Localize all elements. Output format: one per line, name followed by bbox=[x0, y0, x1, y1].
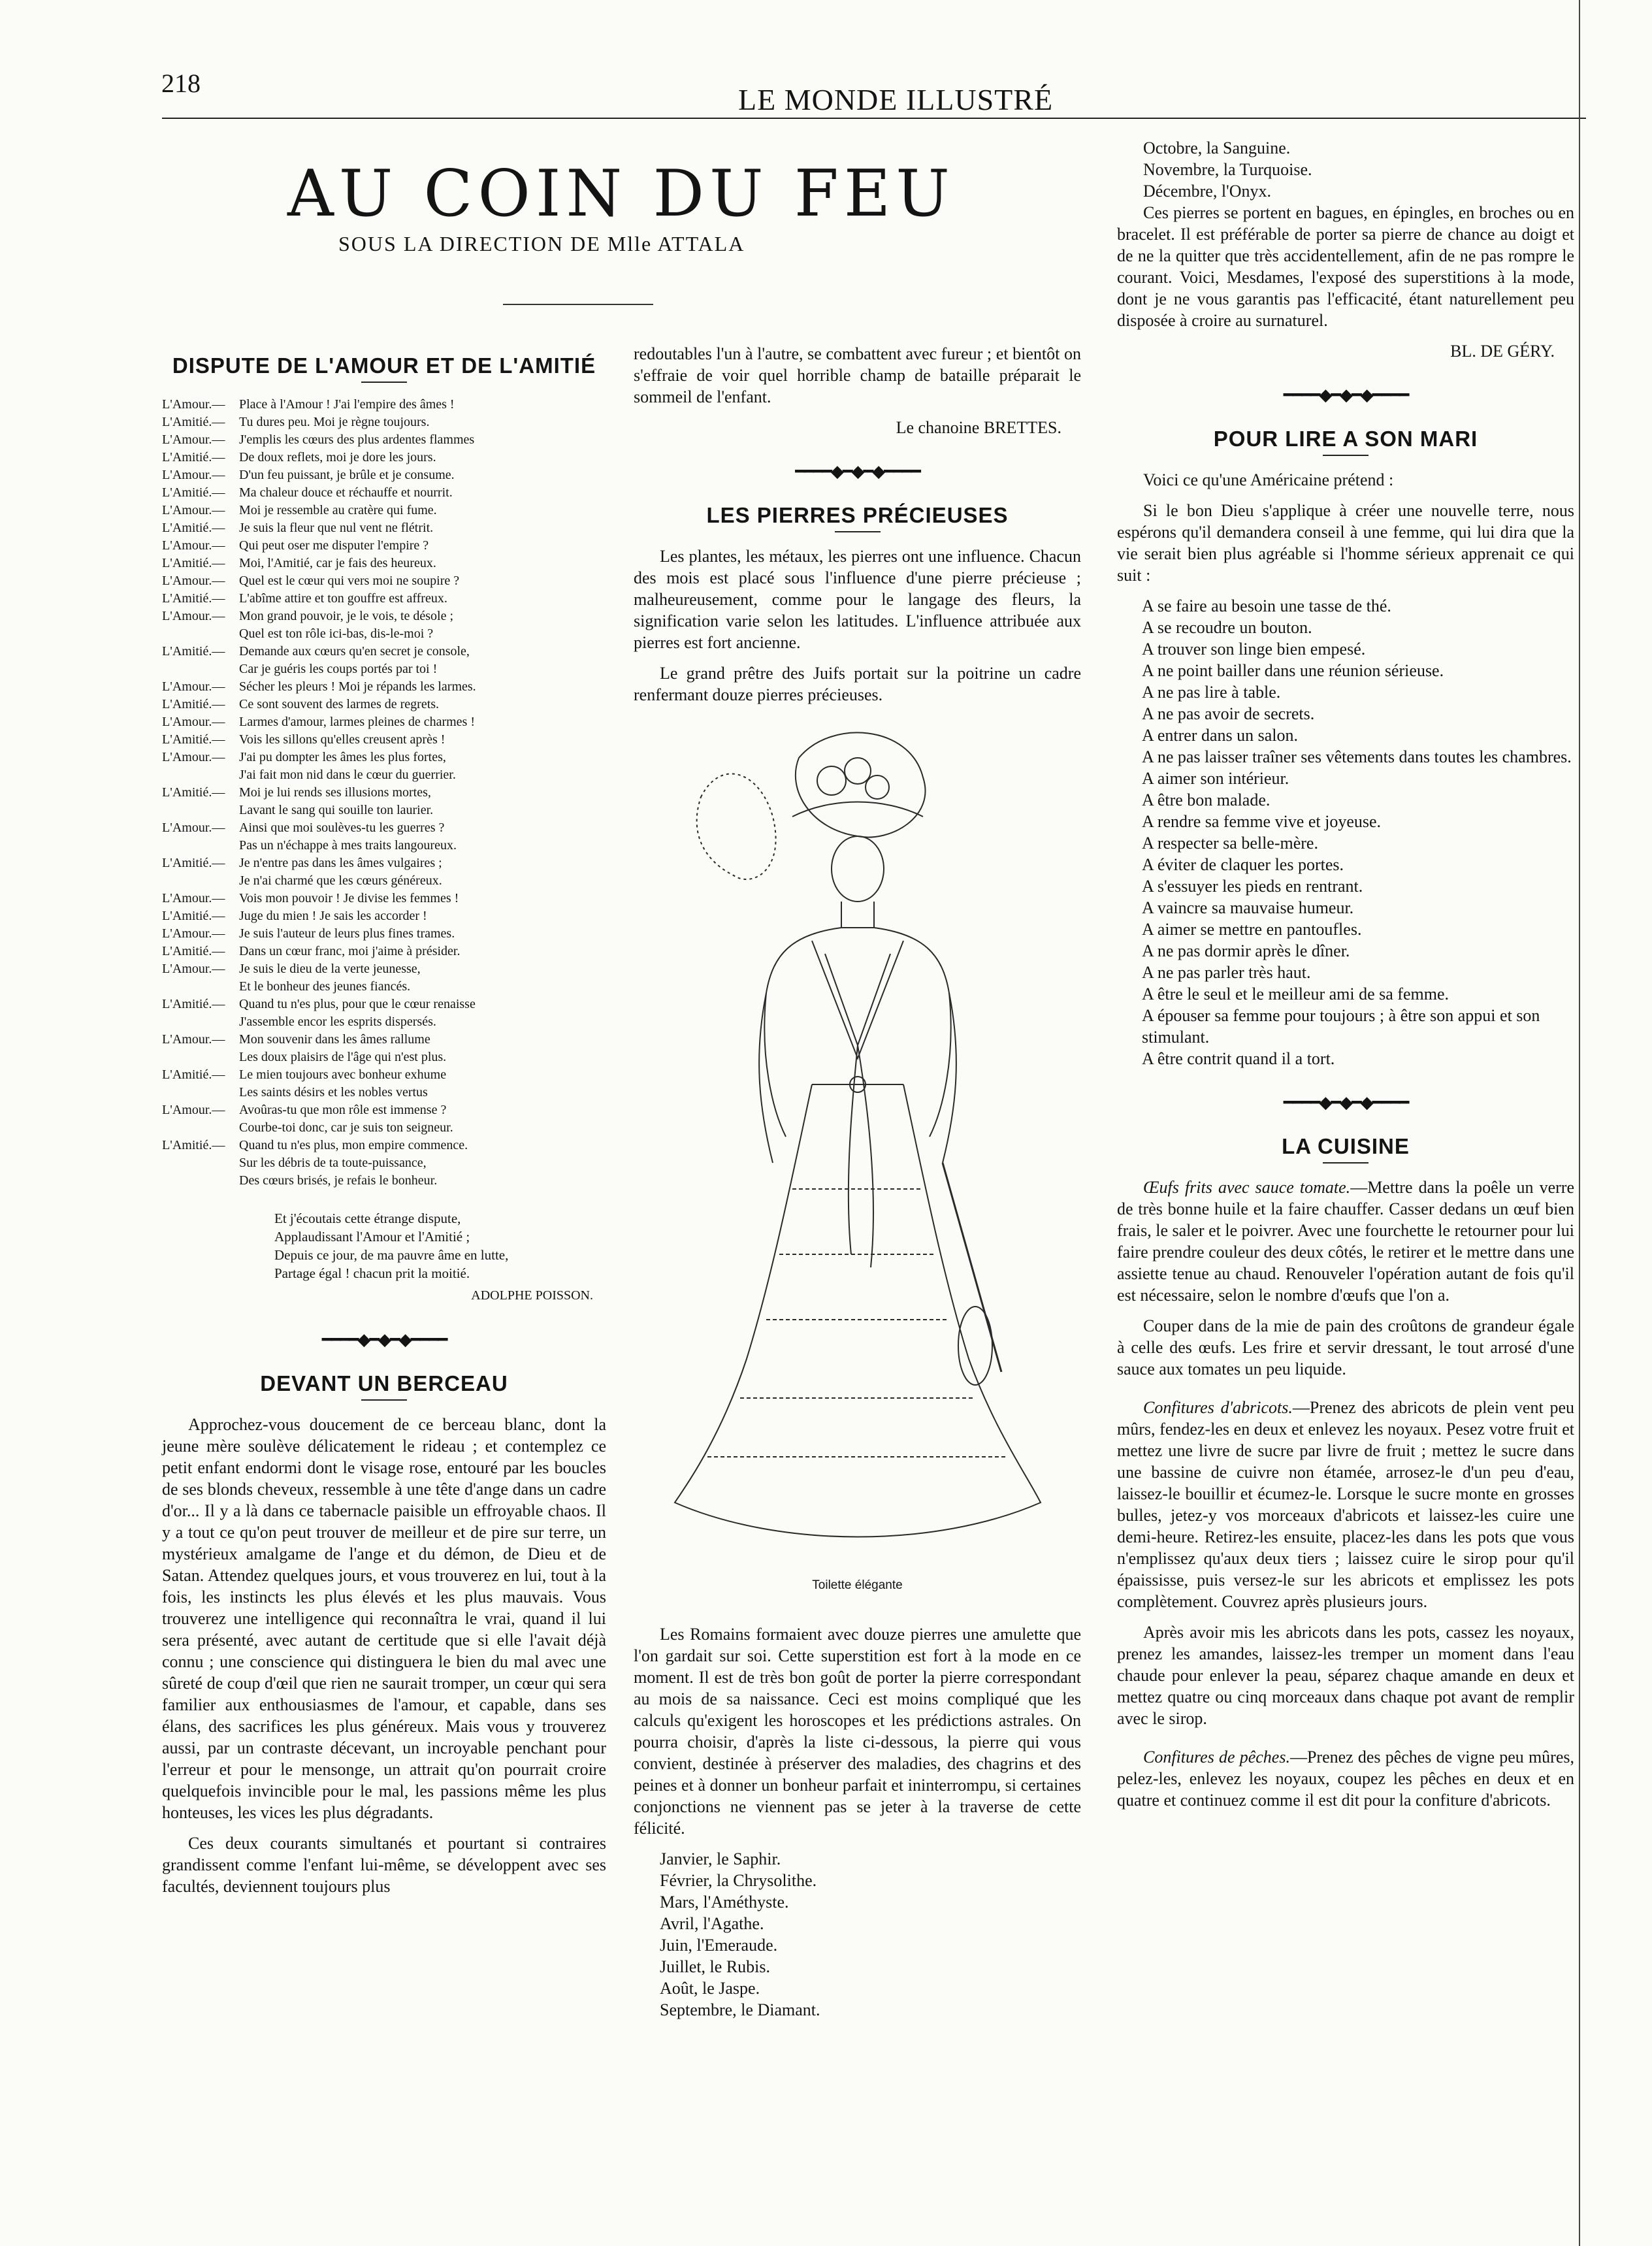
poem-text: Courbe-toi donc, car je suis ton seigneur. bbox=[239, 1120, 453, 1135]
recipe-text: —Prenez des abricots de plein vent peu mûrs, fendez-les en deux et enlevez les noyaux. Pesez votre fruit et mettez une livre de sucre par livre de fruit ; mettez le sucre dans une bassine de cuivre non étamée, arrosez-le d'un peu d'eau, laissez-le bouillir et écumez-le. Lorsque le sucre monte en grosses bulles, jetez-y vos morceaux d'abricots et laissez-les cuire une demi-heure. Retirez-les ensuite, placez-les dans les pots que vous n'emplissez qu'aux deux tiers ; laissez cuire le sirop pour qu'il épaississe, puis versez-le sur les abricots et emplissez les pots complètement. Couvrez après plusieurs jours. bbox=[1117, 1398, 1574, 1611]
poem-line bbox=[162, 660, 606, 678]
poem-text: D'un feu puissant, je brûle et je consume. bbox=[239, 468, 455, 482]
poem-text: Demande aux cœurs qu'en secret je console, bbox=[239, 644, 470, 659]
berceau-paragraph: Ces deux courants simultanés et pourtant si contraires grandissent comme l'enfant lui-même, se développent avec ses facultés, deviennent toujours plus bbox=[162, 1834, 606, 1896]
poem-line bbox=[162, 749, 606, 766]
berceau-paragraph: Approchez-vous doucement de ce berceau blanc, dont la jeune mère soulève délicatement le rideau ; et contemplez ce petit enfant endormi dont le visage rose, entouré par les boucles de ses blonds cheveux, ressemble à une tête d'ange dans un cadre d'or... Il y a là dans ce tabernacle paisible un effroyable chaos. Il y a tout ce qu'on peut trouver de meilleur et de pire sur terre, un mystérieux amalgame de l'ange et du démon, de Dieu et de Satan. Attendez quelques jours, et vous trouverez en lui, tout à la fois, les instincts les plus élevés et les plus mauvais. Vous trouverez une intelligence qui reconnaîtra le vrai, quand il lui sera présenté, avec autant de certitude que si elle l'avait déjà connu ; une conscience qui distinguera le bien du mal avec une sûreté de coup d'œil que rien ne saurait tromper, un cœur qui sera familier aux enthousiasmes de l'amour, et capable, dans ses élans, des sacrifices les plus généreux. Mais vous y trouverez aussi, par un contraste décevant, un incroyable penchant pour l'erreur et pour le mensonge, un attrait qu'on pourrait croire quelquefois invincible pour le mal, les passions même les plus honteuses, les vices les plus dégradants. bbox=[162, 1415, 606, 1822]
poem-line bbox=[162, 466, 606, 484]
dress-engraving bbox=[662, 719, 1054, 1568]
poem-text: J'ai pu dompter les âmes les plus fortes, bbox=[239, 750, 446, 764]
page-edge bbox=[1579, 0, 1652, 2246]
poem-line bbox=[162, 1119, 606, 1137]
poem-line bbox=[162, 625, 606, 643]
poem-speaker bbox=[162, 1013, 239, 1031]
recipe-peches bbox=[1117, 1746, 1574, 1811]
advice-item: A se recoudre un bouton. bbox=[1142, 618, 1312, 637]
poem-text: Ce sont souvent des larmes de regrets. bbox=[239, 697, 440, 711]
poem-text: Sécher les pleurs ! Moi je répands les larmes. bbox=[239, 679, 476, 694]
month-stone: Décembre, l'Onyx. bbox=[1143, 182, 1272, 201]
poem-text: Place à l'Amour ! J'ai l'empire des âmes ! bbox=[239, 397, 455, 412]
poem-speaker: L'Amour.— bbox=[162, 432, 225, 447]
poem-line bbox=[162, 1013, 606, 1031]
poem-line bbox=[162, 943, 606, 960]
poem-line bbox=[162, 1154, 606, 1172]
poem-speaker bbox=[162, 1084, 239, 1101]
mari-title: POUR LIRE A SON MARI bbox=[1213, 427, 1478, 451]
poem-line bbox=[162, 872, 606, 890]
pierres-title: LES PIERRES PRÉCIEUSES bbox=[706, 503, 1009, 527]
poem-text: Ainsi que moi soulèves-tu les guerres ? bbox=[239, 821, 445, 835]
poem-text: Mon souvenir dans les âmes rallume bbox=[239, 1032, 430, 1047]
poem-line bbox=[162, 519, 606, 537]
poem-speaker: L'Amitié.— bbox=[162, 485, 225, 500]
poem-line bbox=[162, 1101, 606, 1119]
dispute-author: ADOLPHE POISSON. bbox=[471, 1288, 593, 1303]
poem-speaker: L'Amour.— bbox=[162, 715, 225, 729]
poem-line bbox=[162, 608, 606, 625]
poem-text: Je suis le dieu de la verte jeunesse, bbox=[239, 962, 421, 976]
poem-text: Je suis l'auteur de leurs plus fines trames. bbox=[239, 926, 455, 941]
poem-line bbox=[162, 537, 606, 555]
poem-speaker: L'Amour.— bbox=[162, 574, 225, 588]
poem-speaker: L'Amour.— bbox=[162, 503, 225, 517]
poem-line bbox=[162, 837, 606, 854]
header-rule bbox=[162, 118, 1586, 119]
advice-item: A se faire au besoin une tasse de thé. bbox=[1142, 596, 1391, 615]
recipe-text: Couper dans de la mie de pain des croûtons de grandeur égale à celle des œufs. Les frire et servir dressant, le tout arrosé d'une sauce aux tomates un peu liquide. bbox=[1117, 1316, 1574, 1378]
poem-text: Des cœurs brisés, je refais le bonheur. bbox=[239, 1173, 438, 1188]
feature-subtitle: SOUS LA DIRECTION DE Mlle ATTALA bbox=[338, 232, 745, 255]
poem-line bbox=[162, 572, 606, 590]
advice-item: A respecter sa belle-mère. bbox=[1142, 834, 1318, 853]
poem-speaker: L'Amour.— bbox=[162, 821, 225, 835]
poem-text: Vois mon pouvoir ! Je divise les femmes ! bbox=[239, 891, 459, 905]
month-stone: Octobre, la Sanguine. bbox=[1143, 138, 1291, 157]
month-stone: Juillet, le Rubis. bbox=[660, 1957, 770, 1976]
poem-text: De doux reflets, moi je dore les jours. bbox=[239, 450, 436, 464]
poem-text: Mon grand pouvoir, je le vois, te désole ; bbox=[239, 609, 454, 623]
feature-rule bbox=[503, 304, 653, 305]
poem-text: L'abîme attire et ton gouffre est affreux. bbox=[239, 591, 447, 606]
advice-item: A aimer se mettre en pantoufles. bbox=[1142, 920, 1362, 939]
poem-speaker: L'Amour.— bbox=[162, 750, 225, 764]
poem-text: Qui peut oser me disputer l'empire ? bbox=[239, 538, 429, 553]
advice-item: A ne pas avoir de secrets. bbox=[1142, 704, 1315, 723]
poem-text: Ma chaleur douce et réchauffe et nourrit. bbox=[239, 485, 453, 500]
poem-speaker: L'Amitié.— bbox=[162, 856, 225, 870]
poem-line bbox=[162, 1172, 606, 1190]
poem-text: Le mien toujours avec bonheur exhume bbox=[239, 1067, 447, 1082]
poem-speaker: L'Amitié.— bbox=[162, 909, 225, 923]
poem-line bbox=[162, 766, 606, 784]
pierres-paragraph: Ces pierres se portent en bagues, en épingles, en broches ou en bracelet. Il est préférable de porter sa pierre de chance au doigt et de ne la quitter que très accidentellement, afin de ne pas rompre le courant. Voici, Mesdames, l'exposé des superstitions à la mode, dont je ne vous garantis pas l'efficacité, étant naturellement peu disposée à croire au surnaturel. bbox=[1117, 203, 1574, 330]
poem-text: Vois les sillons qu'elles creusent après ! bbox=[239, 732, 445, 747]
berceau-paragraph: redoutables l'un à l'autre, se combattent avec fureur ; et bientôt on s'effraie de voir quel horrible champ de bataille préparait le sommeil de l'enfant. bbox=[634, 344, 1081, 406]
closing-line: Et j'écoutais cette étrange dispute, bbox=[274, 1211, 461, 1226]
poem-line bbox=[162, 925, 606, 943]
page-number: 218 bbox=[161, 69, 201, 98]
recipe-heading: Confitures de pêches. bbox=[1143, 1748, 1290, 1766]
recipe-abricots bbox=[1117, 1397, 1574, 1612]
advice-item: A ne point bailler dans une réunion sérieuse. bbox=[1142, 661, 1444, 680]
mari-paragraph: Si le bon Dieu s'applique à créer une nouvelle terre, nous espérons qu'il demandera conseil à une femme, qui lui dira que la vie serait bien plus agréable si l'homme sérieux apprenait ce qui suit : bbox=[1117, 501, 1574, 585]
advice-item: A trouver son linge bien empesé. bbox=[1142, 640, 1366, 659]
poem-speaker: L'Amitié.— bbox=[162, 697, 225, 711]
closing-line: Depuis ce jour, de ma pauvre âme en lutte, bbox=[274, 1247, 509, 1263]
advice-item: A aimer son intérieur. bbox=[1142, 769, 1289, 788]
poem-speaker bbox=[162, 1172, 239, 1190]
ornament-divider: ━━━━◆━◆━◆━━━━ bbox=[795, 462, 920, 481]
mari-advice-list bbox=[1117, 595, 1574, 1069]
advice-item: A ne pas parler très haut. bbox=[1142, 963, 1311, 982]
recipe-text: Après avoir mis les abricots dans les pots, cassez les noyaux, prenez les amandes, laissez-les tremper un moment dans l'eau chaude pour enlever la peau, séparez chaque amande en deux et mettez quatre ou cinq morceaux dans chaque pot avant de remplir avec le sirop. bbox=[1117, 1623, 1574, 1728]
poem-text: Pas un n'échappe à mes traits langoureux. bbox=[239, 838, 457, 853]
poem-speaker: L'Amitié.— bbox=[162, 521, 225, 535]
poem-speaker: L'Amitié.— bbox=[162, 732, 225, 747]
poem-line bbox=[162, 590, 606, 608]
berceau-title: DEVANT UN BERCEAU bbox=[260, 1371, 508, 1395]
poem-line bbox=[162, 907, 606, 925]
recipe-text: —Prenez des pêches de vigne peu mûres, pelez-les, enlevez les noyaux, coupez les pêches en deux et en quatre et continuez comme il est dit pour la confiture d'abricots. bbox=[1117, 1748, 1574, 1810]
poem-line bbox=[162, 502, 606, 519]
pierres-author: BL. DE GÉRY. bbox=[1450, 342, 1555, 361]
poem-text: Les doux plaisirs de l'âge qui n'est plus. bbox=[239, 1050, 447, 1064]
poem-speaker: L'Amitié.— bbox=[162, 1138, 225, 1152]
advice-item: A entrer dans un salon. bbox=[1142, 726, 1299, 745]
section-rule bbox=[361, 1399, 407, 1401]
month-stone: Février, la Chrysolithe. bbox=[660, 1871, 817, 1890]
poem-line bbox=[162, 996, 606, 1013]
poem-speaker bbox=[162, 625, 239, 643]
poem-speaker: L'Amitié.— bbox=[162, 591, 225, 606]
advice-item: A éviter de claquer les portes. bbox=[1142, 855, 1344, 874]
column-middle bbox=[634, 343, 1081, 2021]
section-rule bbox=[835, 531, 881, 532]
dispute-title: DISPUTE DE L'AMOUR ET DE L'AMITIÉ bbox=[172, 353, 596, 378]
poem-speaker bbox=[162, 978, 239, 996]
poem-speaker: L'Amitié.— bbox=[162, 644, 225, 659]
poem-text: Sur les débris de ta toute-puissance, bbox=[239, 1156, 427, 1170]
month-stone: Avril, l'Agathe. bbox=[660, 1914, 764, 1933]
poem-speaker: L'Amitié.— bbox=[162, 997, 225, 1011]
poem-text: Quand tu n'es plus, pour que le cœur renaisse bbox=[239, 997, 476, 1011]
advice-item: A ne pas dormir après le dîner. bbox=[1142, 941, 1350, 960]
month-stone: Août, le Jaspe. bbox=[660, 1979, 760, 1998]
poem-text: Dans un cœur franc, moi j'aime à présider. bbox=[239, 944, 461, 958]
advice-item: A vaincre sa mauvaise humeur. bbox=[1142, 898, 1354, 917]
poem-line bbox=[162, 696, 606, 713]
cuisine-title: LA CUISINE bbox=[1282, 1134, 1410, 1158]
poem-speaker: L'Amitié.— bbox=[162, 415, 225, 429]
illustration-elegant-dress bbox=[662, 719, 1054, 1568]
advice-item: A être le seul et le meilleur ami de sa femme. bbox=[1142, 985, 1449, 1003]
poem-speaker bbox=[162, 1119, 239, 1137]
poem-line bbox=[162, 890, 606, 907]
mari-paragraph: Voici ce qu'une Américaine prétend : bbox=[1143, 470, 1394, 489]
advice-item: A épouser sa femme pour toujours ; à être son appui et son stimulant. bbox=[1142, 1006, 1540, 1047]
month-stone-list bbox=[634, 1848, 1081, 2021]
month-stone: Novembre, la Turquoise. bbox=[1143, 160, 1312, 179]
poem-speaker bbox=[162, 802, 239, 819]
ornament-divider: ━━━━◆━◆━◆━━━━ bbox=[1283, 1093, 1408, 1112]
journal-title: LE MONDE ILLUSTRÉ bbox=[738, 83, 1054, 116]
poem-line bbox=[162, 854, 606, 872]
poem-text: Moi je lui rends ses illusions mortes, bbox=[239, 785, 431, 800]
poem-speaker bbox=[162, 872, 239, 890]
poem-text: Moi, l'Amitié, car je fais des heureux. bbox=[239, 556, 436, 570]
poem-line bbox=[162, 784, 606, 802]
poem-text: Je n'entre pas dans les âmes vulgaires ; bbox=[239, 856, 442, 870]
poem-speaker bbox=[162, 766, 239, 784]
poem-text: Je n'ai charmé que les cœurs généreux. bbox=[239, 873, 442, 888]
poem-speaker: L'Amour.— bbox=[162, 1103, 225, 1117]
poem-line bbox=[162, 555, 606, 572]
poem-line bbox=[162, 431, 606, 449]
illustration-caption: Toilette élégante bbox=[812, 1578, 903, 1592]
poem-text: Quand tu n'es plus, mon empire commence. bbox=[239, 1138, 468, 1152]
poem-text: J'emplis les cœurs des plus ardentes flammes bbox=[239, 432, 475, 447]
poem-line bbox=[162, 643, 606, 660]
poem-speaker bbox=[162, 1154, 239, 1172]
month-stone: Janvier, le Saphir. bbox=[660, 1849, 781, 1868]
dispute-closing bbox=[162, 1209, 606, 1282]
poem-speaker: L'Amitié.— bbox=[162, 785, 225, 800]
month-stone-list-continued bbox=[1117, 137, 1574, 202]
column-left bbox=[162, 343, 606, 1906]
poem-speaker: L'Amour.— bbox=[162, 1032, 225, 1047]
poem-line bbox=[162, 1031, 606, 1049]
recipe-text: —Mettre dans la poêle un verre de très bonne huile et la faire chauffer. Casser dedans un œuf bien frais, le saler et le poivrer. Avec une fourchette le retourner pour lui faire prendre couleur des deux côtés, le retirer et le mettre dans une assiette tenue au chaud. Renouveler l'opération autant de fois qu'il est nécessaire, selon le nombre d'œufs que l'on a. bbox=[1117, 1178, 1574, 1305]
poem-line bbox=[162, 484, 606, 502]
closing-line: Partage égal ! chacun prit la moitié. bbox=[274, 1265, 470, 1281]
poem-text: Larmes d'amour, larmes pleines de charmes ! bbox=[239, 715, 475, 729]
poem-speaker: L'Amour.— bbox=[162, 962, 225, 976]
advice-item: A s'essuyer les pieds en rentrant. bbox=[1142, 877, 1363, 896]
berceau-author: Le chanoine BRETTES. bbox=[896, 418, 1061, 437]
pierres-paragraph: Le grand prêtre des Juifs portait sur la poitrine un cadre renfermant douze pierres précieuses. bbox=[634, 664, 1081, 704]
poem-text: J'assemble encor les esprits dispersés. bbox=[239, 1015, 436, 1029]
month-stone: Mars, l'Améthyste. bbox=[660, 1893, 789, 1912]
advice-item: A être bon malade. bbox=[1142, 790, 1271, 809]
poem-line bbox=[162, 731, 606, 749]
poem-line bbox=[162, 1137, 606, 1154]
poem-speaker: L'Amour.— bbox=[162, 891, 225, 905]
recipe-heading: Confitures d'abricots. bbox=[1143, 1398, 1293, 1417]
poem-text: Tu dures peu. Moi je règne toujours. bbox=[239, 415, 430, 429]
section-rule bbox=[1323, 455, 1369, 456]
poem-line bbox=[162, 396, 606, 414]
poem-speaker bbox=[162, 837, 239, 854]
poem-text: Je suis la fleur que nul vent ne flétrit. bbox=[239, 521, 434, 535]
poem-line bbox=[162, 713, 606, 731]
poem-speaker bbox=[162, 1049, 239, 1066]
closing-line: Applaudissant l'Amour et l'Amitié ; bbox=[274, 1229, 470, 1245]
ornament-divider: ━━━━◆━◆━◆━━━━ bbox=[1283, 385, 1408, 404]
poem-line bbox=[162, 802, 606, 819]
poem-text: Les saints désirs et les nobles vertus bbox=[239, 1085, 428, 1099]
poem-speaker: L'Amour.— bbox=[162, 468, 225, 482]
section-rule bbox=[1323, 1162, 1369, 1164]
poem-line bbox=[162, 1066, 606, 1084]
advice-item: A être contrit quand il a tort. bbox=[1142, 1049, 1335, 1068]
poem-line bbox=[162, 414, 606, 431]
month-stone: Juin, l'Emeraude. bbox=[660, 1936, 778, 1955]
poem-speaker: L'Amour.— bbox=[162, 538, 225, 553]
recipe-oeufs bbox=[1117, 1177, 1574, 1306]
poem-line bbox=[162, 960, 606, 978]
poem-line bbox=[162, 1084, 606, 1101]
poem-speaker: L'Amour.— bbox=[162, 609, 225, 623]
advice-item: A ne pas laisser traîner ses vêtements dans toutes les chambres. bbox=[1142, 747, 1572, 766]
section-rule bbox=[361, 382, 407, 383]
poem-text: Et le bonheur des jeunes fiancés. bbox=[239, 979, 411, 994]
month-stone: Septembre, le Diamant. bbox=[660, 2000, 820, 2019]
poem-text: Car je guéris les coups portés par toi ! bbox=[239, 662, 438, 676]
poem-line bbox=[162, 978, 606, 996]
poem-speaker: L'Amour.— bbox=[162, 679, 225, 694]
poem-line bbox=[162, 819, 606, 837]
advice-item: A rendre sa femme vive et joyeuse. bbox=[1142, 812, 1382, 831]
pierres-paragraph: Les plantes, les métaux, les pierres ont une influence. Chacun des mois est placé sous l'influence d'une pierre précieuse ; malheureusement, comme pour le langage des fleurs, la signification varie selon les latitudes. L'influence attribuée aux pierres est fort ancienne. bbox=[634, 547, 1081, 652]
poem-speaker: L'Amitié.— bbox=[162, 944, 225, 958]
pierres-paragraph: Les Romains formaient avec douze pierres une amulette que l'on gardait sur soi. Cette superstition est fort à la mode en ce moment. Il est de très bon goût de porter la pierre correspondant au mois de sa naissance. Ceci est moins compliqué que les calculs qu'exigent les horoscopes et les prédictions astrales. On pourra choisir, d'après la liste ci-dessous, la pierre qui vous convient, destinée à préserver des maladies, des chagrins et des peines et à donner un bonheur parfait et ininterrompu, si certaines conjonctions ne viennent pas se jeter à la traverse de cette félicité. bbox=[634, 1625, 1081, 1838]
column-right bbox=[1117, 137, 1574, 1820]
poem-speaker: L'Amitié.— bbox=[162, 450, 225, 464]
feature-title: AU COIN DU FEU bbox=[287, 157, 955, 231]
poem-text: Lavant le sang qui souille ton laurier. bbox=[239, 803, 434, 817]
poem-text: J'ai fait mon nid dans le cœur du guerrier. bbox=[239, 768, 456, 782]
poem-speaker bbox=[162, 660, 239, 678]
poem-speaker: L'Amour.— bbox=[162, 397, 225, 412]
poem-text: Juge du mien ! Je sais les accorder ! bbox=[239, 909, 427, 923]
advice-item: A ne pas lire à table. bbox=[1142, 683, 1281, 702]
poem-text: Avoûras-tu que mon rôle est immense ? bbox=[239, 1103, 447, 1117]
poem-text: Quel est ton rôle ici-bas, dis-le-moi ? bbox=[239, 627, 434, 641]
poem-text: Moi je ressemble au cratère qui fume. bbox=[239, 503, 437, 517]
poem-line bbox=[162, 449, 606, 466]
recipe-heading: Œufs frits avec sauce tomate. bbox=[1143, 1178, 1351, 1197]
ornament-divider: ━━━━◆━◆━◆━━━━ bbox=[321, 1330, 447, 1349]
poem-speaker: L'Amour.— bbox=[162, 926, 225, 941]
dispute-poem bbox=[162, 396, 606, 1190]
poem-text: Quel est le cœur qui vers moi ne soupire ? bbox=[239, 574, 460, 588]
poem-speaker: L'Amitié.— bbox=[162, 556, 225, 570]
poem-line bbox=[162, 1049, 606, 1066]
poem-speaker: L'Amitié.— bbox=[162, 1067, 225, 1082]
poem-line bbox=[162, 678, 606, 696]
